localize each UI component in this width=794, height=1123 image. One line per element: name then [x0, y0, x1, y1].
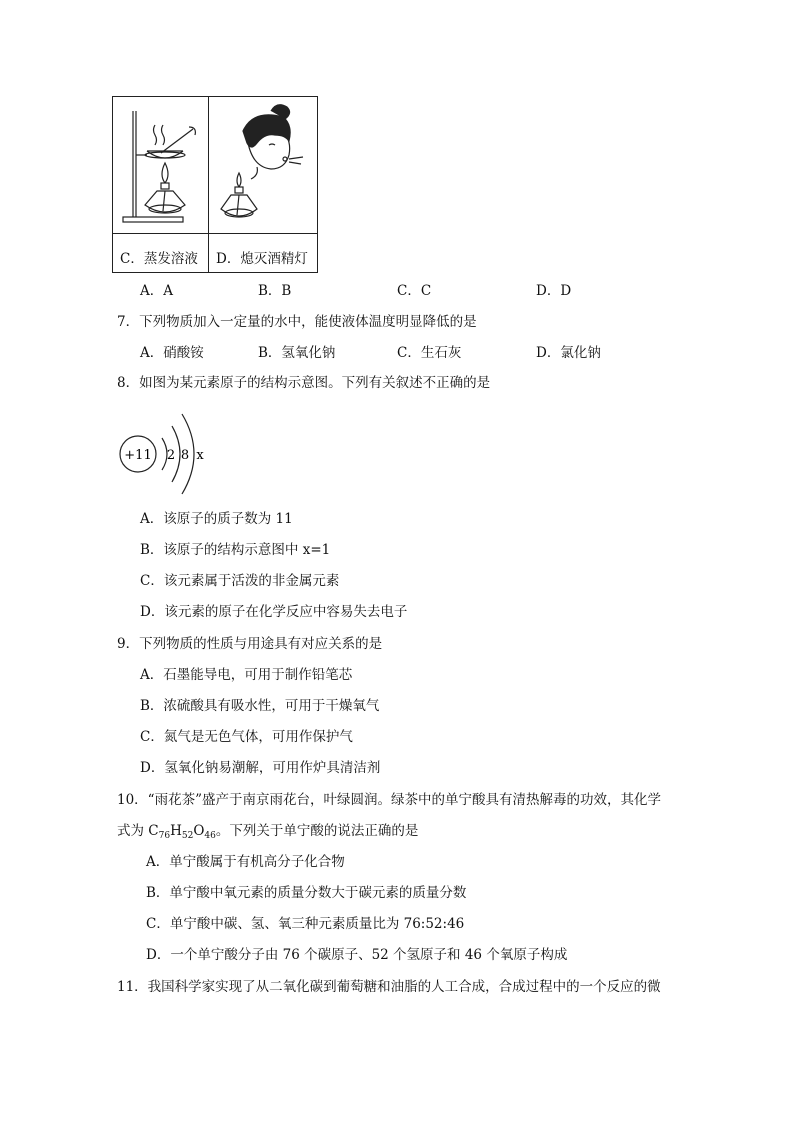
q10-option-d[interactable]: D．一个单宁酸分子由 76 个碳原子、52 个氢原子和 46 个氧原子构成	[146, 947, 568, 963]
q8-option-a[interactable]: A．该原子的质子数为 11	[140, 511, 293, 527]
q6-option-a[interactable]: A．A	[140, 283, 173, 299]
shell-2-electrons: 8	[180, 448, 190, 463]
q10-option-a[interactable]: A．单宁酸属于有机高分子化合物	[146, 854, 345, 870]
table-divider	[208, 97, 209, 272]
option-c-caption: C．蒸发溶液	[120, 251, 198, 267]
q7-option-a[interactable]: A．硝酸铵	[140, 345, 204, 361]
q7-option-d[interactable]: D．氯化钠	[536, 345, 601, 361]
shell-1-electrons: 2	[166, 448, 176, 463]
q9-option-b[interactable]: B．浓硫酸具有吸水性，可用于干燥氧气	[140, 698, 380, 714]
q7-stem: 7．下列物质加入一定量的水中，能使液体温度明显降低的是	[117, 314, 477, 330]
q9-option-a[interactable]: A．石墨能导电，可用于制作铅笔芯	[140, 667, 353, 683]
q6-option-b[interactable]: B．B	[258, 283, 292, 299]
q8-option-c[interactable]: C．该元素属于活泼的非金属元素	[140, 573, 340, 589]
q10-option-b[interactable]: B．单宁酸中氧元素的质量分数大于碳元素的质量分数	[146, 885, 467, 901]
q7-option-b[interactable]: B．氢氧化钠	[258, 345, 336, 361]
q10-stem-line1: 10．“雨花茶”盛产于南京雨花台，叶绿圆润。绿茶中的单宁酸具有清热解毒的功效，其化学	[117, 792, 661, 808]
q9-stem: 9．下列物质的性质与用途具有对应关系的是	[117, 636, 383, 652]
q8-option-b[interactable]: B．该原子的结构示意图中 x=1	[140, 542, 331, 558]
nucleus-charge: +11	[124, 448, 152, 463]
shell-3-electrons: x	[196, 448, 204, 463]
evaporation-apparatus-image	[117, 101, 205, 229]
q7-option-c[interactable]: C．生石灰	[397, 345, 462, 361]
q8-option-d[interactable]: D．该元素的原子在化学反应中容易失去电子	[140, 604, 408, 620]
q6-option-c[interactable]: C．C	[397, 283, 432, 299]
table-divider	[113, 233, 317, 234]
option-d-caption: D．熄灭酒精灯	[216, 251, 308, 267]
q11-stem: 11．我国科学家实现了从二氧化碳到葡萄糖和油脂的人工合成，合成过程中的一个反应的微	[117, 979, 661, 995]
figure-table	[112, 96, 318, 273]
q10-option-c[interactable]: C．单宁酸中碳、氢、氧三种元素质量比为 76:52:46	[146, 916, 465, 932]
q6-option-d[interactable]: D．D	[536, 283, 572, 299]
q10-stem-line2: 式为 $C_{76}H_{52}O_{46}$。下列关于单宁酸的说法正确的是	[117, 823, 419, 841]
extinguish-lamp-image	[213, 101, 315, 229]
q8-stem: 8．如图为某元素原子的结构示意图。下列有关叙述不正确的是	[117, 375, 491, 391]
atomic-structure-diagram	[114, 408, 214, 498]
q9-option-c[interactable]: C．氮气是无色气体，可用作保护气	[140, 729, 353, 745]
q9-option-d[interactable]: D．氢氧化钠易潮解，可用作炉具清洁剂	[140, 760, 381, 776]
